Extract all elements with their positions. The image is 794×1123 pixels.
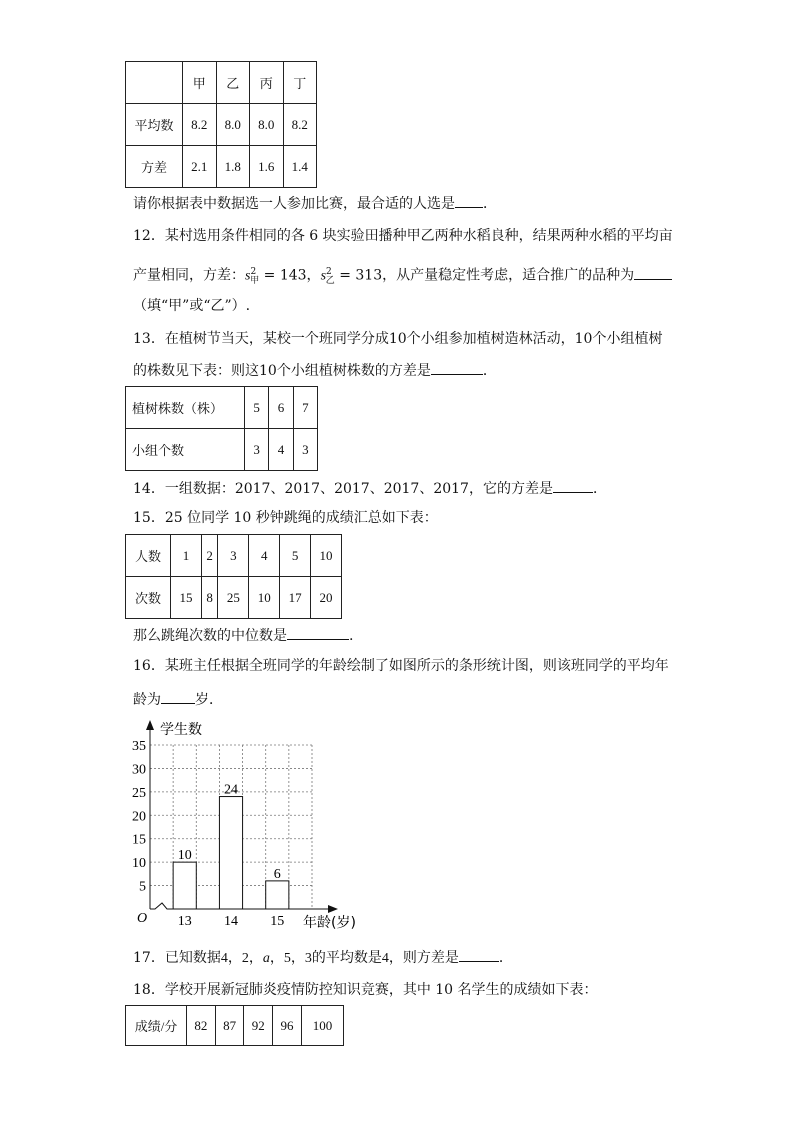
y-tick-label: 5 [139,879,146,895]
table-cell: 3 [293,429,317,471]
q11-tail: 请你根据表中数据选一人参加比赛，最合适的人选是 ． [133,193,497,214]
table-cell: 87 [215,1006,244,1046]
table-cell: 植树株数（株） [126,387,245,429]
y-tick-label: 15 [132,832,146,848]
q13-line2: 的株数见下表：则这10个小组植树株数的方差是 ． [133,360,497,381]
q13-line1: 13．在植树节当天，某校一个班同学分成10个小组参加植树造林活动，10个小组植树 [133,331,663,347]
bar [266,881,289,909]
bar [219,797,242,909]
table-cell: 8.2 [283,104,317,146]
table-cell: 1.8 [216,146,250,188]
bar-value-label: 10 [177,848,192,864]
table-cell: 次数 [126,577,171,619]
table-cell: 1.4 [283,146,317,188]
table-cell: 5 [280,535,311,577]
y-axis-arrow [146,720,154,730]
bar-value-label: 24 [224,782,238,798]
table-cell: 1 [171,535,202,577]
table-header-cell: 丙 [250,62,284,104]
table-cell: 17 [280,577,311,619]
y-tick-label: 30 [132,762,146,778]
q17: 17．已知数据4，2，a，5，3的平均数是4，则方差是 ． [133,947,513,969]
bar-value-label: 6 [273,866,281,882]
table-cell: 8.0 [250,104,284,146]
table-cell: 7 [293,387,317,429]
y-axis-title: 学生数 [160,722,202,738]
q12-line2: 产量相同，方差：$s^2_甲 = 143$，$s^2_乙 = 313$，从产量稳定性考虑，适合推广的品种为 [133,262,672,291]
table-cell: 3 [245,429,269,471]
table-cell: 15 [171,577,202,619]
table-cell: 96 [273,1006,302,1046]
origin-label: O [137,911,148,926]
q14: 14．一组数据：2017、2017、2017、2017、2017，它的方差是 ． [133,478,607,499]
q18-line1: 18．学校开展新冠肺炎疫情防控知识竞赛，其中 10 名学生的成绩如下表： [133,982,598,998]
y-tick-label: 35 [132,739,146,754]
q15-line2: 那么跳绳次数的中位数是 . [133,625,353,646]
table-cell: 10 [311,535,342,577]
table-cell: 成绩/分 [126,1006,187,1046]
q16-line2: 龄为 岁． [133,689,223,710]
table-cell: 10 [249,577,280,619]
q12-line1: 12．某村选用条件相同的各 6 块实验田播种甲乙两种水稻良种，结果两种水稻的平均亩 [133,228,673,244]
table-cell: 小组个数 [126,429,245,471]
x-tick-label: 13 [177,914,192,929]
table-header-cell: 丁 [283,62,317,104]
table-cell: 20 [311,577,342,619]
table-cell: 100 [301,1006,343,1046]
table-cell: 人数 [126,535,171,577]
table-cell: 方差 [126,146,183,188]
q16-line1: 16．某班主任根据全班同学的年龄绘制了如图所示的条形统计图，则该班同学的平均年 [133,658,669,674]
x-axis-title: 年龄(岁) [303,915,356,931]
answer-blank[interactable] [459,947,499,962]
table-cell: 25 [218,577,249,619]
x-axis-arrow [328,905,338,913]
table-cell: 8.0 [216,104,250,146]
table-cell: 2 [201,535,218,577]
table-header-cell: 甲 [183,62,217,104]
chart-labels [132,721,356,931]
table-cell: 1.6 [250,146,284,188]
table-cell: 4 [269,429,293,471]
table-cell: 8.2 [183,104,217,146]
table-cell: 92 [244,1006,273,1046]
table-cell: 82 [187,1006,216,1046]
y-tick-label: 10 [132,856,146,872]
table-cell: 5 [245,387,269,429]
score-table [125,1005,344,1046]
y-tick-label: 20 [132,809,146,825]
table-cell: 6 [269,387,293,429]
table-cell: 4 [249,535,280,577]
q12-line3: （填“甲”或“乙”）. [133,298,251,314]
x-tick-label: 15 [270,914,285,929]
table-cell: 平均数 [126,104,183,146]
table-header-cell: 乙 [216,62,250,104]
y-tick-label: 25 [132,785,146,801]
bar [173,862,196,909]
table-cell: 8 [201,577,218,619]
x-tick-label: 14 [224,914,238,929]
table-cell: 3 [218,535,249,577]
table-cell: 2.1 [183,146,217,188]
q15-line1: 15．25 位同学 10 秒钟跳绳的成绩汇总如下表： [133,510,438,526]
